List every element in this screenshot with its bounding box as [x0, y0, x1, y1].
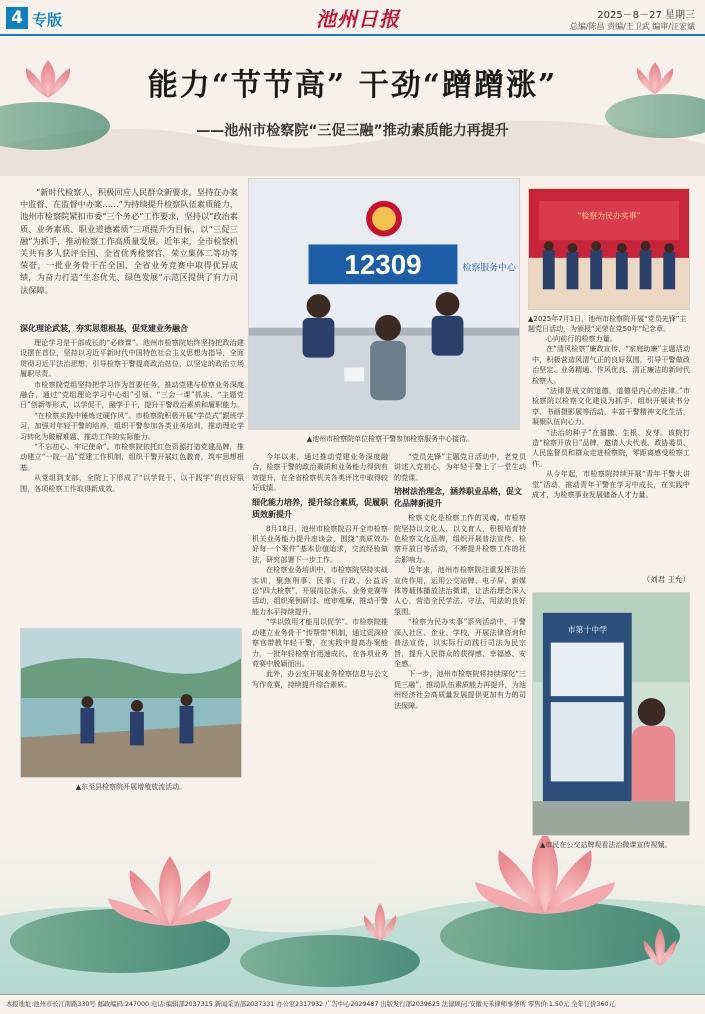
main-photo-service-center — [248, 178, 520, 430]
section-2-title: 细化能力培养，提升综合素质，促履职质效新提升 — [252, 497, 388, 519]
col2-paragraph: 8月18日，池州市检察院召开全市检察机关业务能力提升座谈会，围绕“高质效办好每一个案件”基本价值追求，交流经验做法，研究部署下一步工作。 — [252, 523, 388, 564]
article-column-1 — [20, 320, 244, 620]
section-name: 专版 — [32, 11, 63, 29]
main-photo-caption: ▲池州市检察院单位检察干警参加检察服务中心接待。 — [306, 435, 474, 443]
section-3-title: 培树法治理念，涵养职业品格，促文化品牌新提升 — [394, 487, 522, 509]
col1-paragraph: “不忘初心、牢记使命”。市检察院依托红色资源打造党建品牌，推动建立“一院一品”党建工作机制，组织干警开展红色教育，筑牢思想根基。 — [20, 442, 244, 472]
col4-paragraph: “法律是成文的道德，道德是内心的法律。”市检察院以检察文化建设为抓手，组织开展读书分享、书画摄影展等活动，丰富干警精神文化生活，凝聚队伍向心力。 — [532, 386, 690, 427]
party-day-caption: ▲2025年7月1日，池州市检察院开展“党员先锋”主题党日活动，为颁授“光荣在党50年”纪念章。 — [528, 315, 687, 333]
bus-stop-label: 市第十中学 — [567, 625, 608, 635]
intro-paragraph: “新时代检察人，积极回应人民群众新要求，坚持在办案中监督、在监督中办案……”为持续提升检察队伍素质能力，池州市检察院紧扣市委“三个务必”工作要求，坚持以“政治素质、业务素质、职业道德素质”三项提升为目标，以“三促三融”为抓手，推动检察工作高质量发展。近年来，全市检察机关共有多人获评全国、全省优秀检察官，荣立集体二等功等荣誉，一批业务骨干在全国、全省业务竞赛中取得优异成绩，为奋力打造“生态优先、绿色发展”示范区提供了有力司法保障。 — [20, 187, 238, 295]
col1-paragraph: 从党组到支部，全院上下形成了“以学促干、以干践学”的良好氛围，各项检察工作取得新成效。 — [20, 473, 244, 493]
col1-paragraph: 理论学习是干部成长的“必修课”。池州市检察院始终坚持把政治建设摆在首位，坚持以习近平新时代中国特色社会主义思想为指导，全面贯彻习近平法治思想，引导检察干警提高政治站位，以坚定的政治立场履职尽责。 — [20, 338, 244, 379]
col2-paragraph: 在检察业务培训中，市检察院坚持实战实训，聚焦刑事、民事、行政、公益诉讼“四大检察”，开展岗位练兵、业务竞赛等活动，组织案例研讨、庭审观摩，推动干警能力水平持续提升。 — [252, 565, 388, 616]
editors-credit: 总编/陈昌 责编/王卫武 编审/汪宏斌 — [569, 22, 695, 31]
issue-date: 2025－8－27 星期三 — [597, 10, 695, 21]
masthead-rule — [0, 34, 705, 36]
col4-paragraph: “法治的种子”在播撒、生根、发芽。该院打造“检察开放日”品牌，邀请人大代表、政协委员、人民监督员和群众走进检察院，零距离感受检察工作。 — [532, 427, 690, 468]
col2-paragraph: “学以致用才能用以促学”。市检察院推动建立业务骨干“传帮带”机制，通过资深检察官带教年轻干警，在实践中提高办案能力，一批年轻检察官迅速成长，在各项业务竞赛中脱颖而出。 — [252, 617, 388, 668]
party-day-photo — [528, 188, 690, 310]
col3-paragraph: 近年来，池州市检察院注重发挥法治宣传作用，运用公交站牌、电子屏、新媒体等载体播放法治微课，让法治理念深入人心，营造全民学法、守法、用法的良好氛围。 — [394, 565, 526, 616]
fish-release-photo — [20, 628, 242, 778]
bus-stop-caption: ▲市民在公交站牌观看法治微课宣传视频。 — [540, 841, 672, 849]
sign-number: 12309 — [344, 249, 422, 281]
banner-text: “检察为民办实事” — [577, 211, 641, 221]
col3-paragraph: 下一步，池州市检察院将持续深化“三促三融”，推动队伍素质能力再提升，为池州经济社会高质量发展提供更加有力的司法保障。 — [394, 669, 526, 710]
sign-subtext: 检察服务中心 — [462, 263, 516, 274]
col4-paragraph: 在“清风检察”廉政宣传、“家庭助廉”主题活动中，积极营造风清气正的良好氛围，引导干警做政治坚定、业务精通、作风优良、清正廉洁的新时代检察人。 — [532, 344, 690, 385]
page-subheadline: ——池州市检察院“三促三融”推动素质能力再提升 — [196, 123, 509, 139]
col4-paragraph: 从今年起，市检察院持续开展“青年干警大讲堂”活动，推动青年干警在学习中成长，在实践中成才，为检察事业发展储备人才力量。 — [532, 469, 690, 500]
article-column-2 — [252, 452, 388, 864]
col3-paragraph: “党员先锋”主题党日活动中，老党员讲述入党初心，为年轻干警上了一堂生动的党课。 — [394, 452, 526, 482]
col3-paragraph: “检察为民办实事”系列活动中，干警深入社区、企业、学校，开展法律咨询和普法宣传，以实际行动践行司法为民宗旨，提升人民群众的获得感、幸福感、安全感。 — [394, 617, 526, 668]
article-column-4 — [532, 334, 690, 570]
col2-paragraph: 此外，办公室开展业务检察信息与公文写作竞赛，持续提升综合素质。 — [252, 669, 388, 689]
masthead — [0, 0, 705, 38]
footer-info: 本报地址:池州市长江南路330号 邮政编码:247000 电话:编辑部2037315 新闻采访部2037331 办公室2317932 广告中心2029487 出版发行部2039625 法律顾问:安徽天禾律师事务所 零售价:1.50元 全年订价360元 — [0, 994, 705, 1014]
page-headline: 能力“节节高” 干劲“蹭蹭涨” — [147, 68, 558, 103]
fish-release-caption: ▲东至县检察院开展增殖放流活动。 — [75, 783, 187, 791]
article-column-3 — [394, 452, 526, 864]
section-1-title: 深化理论武装，夯实思想根基，促党建业务融合 — [20, 324, 188, 333]
col2-paragraph: 今年以来，通过推动党建业务深度融合，检察干警的政治素质和业务能力得到有效提升，在全省检察机关各类评比中取得较好成绩。 — [252, 452, 388, 493]
byline: （刘君 王允） — [642, 575, 690, 584]
col4-paragraph: 心向前行的检察力量。 — [546, 334, 617, 343]
bus-stop-photo — [532, 592, 690, 836]
col1-paragraph: “在检察实践中锤炼过硬作风”。市检察院积极开展“学员式”跟班学习，加强对年轻干警的培养，组织干警参加各类业务培训，推动理论学习转化为破解难题、推动工作的实际能力。 — [20, 410, 244, 441]
col3-paragraph: 检察文化是检察工作的灵魂。市检察院坚持以文化人、以文育人，积极培育特色检察文化品牌，组织开展普法宣传、检察开放日等活动，不断提升检察工作的社会影响力。 — [394, 513, 526, 564]
page-number: 4 — [6, 7, 28, 29]
newspaper-logo: 池州日报 — [316, 7, 400, 31]
col1-paragraph: 市检察院党组坚持把学习作为首要任务，推动党建与检察业务深度融合，通过“党组理论学习中心组”引领、“三会一课”抓实、“主题党日”创新等形式，以学促干，融学于干，提升干警政治素质和履职能力。 — [20, 379, 244, 410]
